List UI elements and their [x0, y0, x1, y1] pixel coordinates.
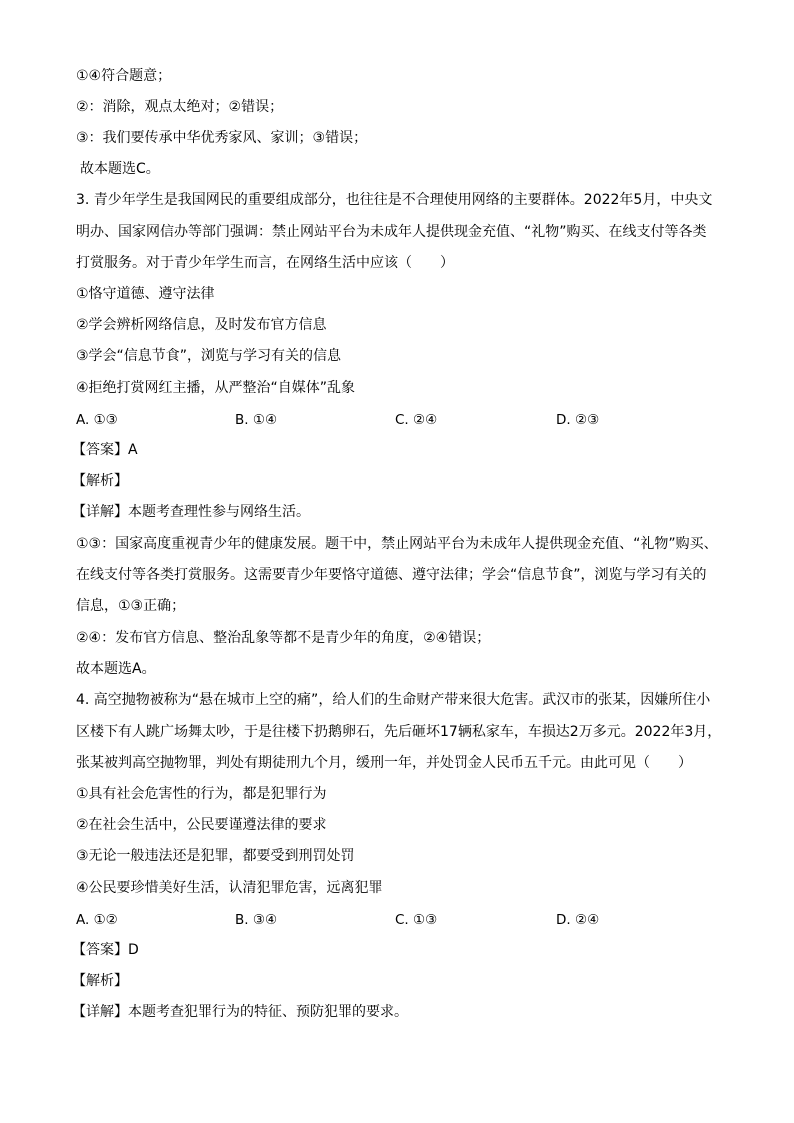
q4-statement-2: ②在社会生活中，公民要谨遵法律的要求	[76, 817, 327, 833]
q3-stem-line-1: 3. 青少年学生是我国网民的重要组成部分，也往往是不合理使用网络的主要群体。2022年5月，中央文	[76, 192, 713, 208]
q4-option-d: D. ②④	[556, 912, 600, 928]
prev-explanation-line-2: ②：消除，观点太绝对；②错误；	[76, 99, 284, 115]
q3-stem-line-3: 打赏服务。对于青少年学生而言，在网络生活中应该（ ）	[76, 255, 454, 271]
q3-statement-2: ②学会辨析网络信息，及时发布官方信息	[76, 317, 327, 333]
q3-explanation-line-2: 在线支付等各类打赏服务。这需要青少年要恪守道德、遵守法律；学会“信息节食”，浏览与学习有关的	[76, 567, 707, 583]
q4-stem-line-3: 张某被判高空抛物罪，判处有期徒刑九个月，缓刑一年，并处罚金人民币五千元。由此可见（ ）	[76, 755, 692, 771]
q3-analysis-heading: 【解析】	[72, 473, 128, 489]
q4-option-a: A. ①②	[76, 912, 118, 928]
q4-answer: 【答案】D	[72, 942, 139, 958]
q3-statement-4: ④拒绝打赏网红主播，从严整治“自媒体”乱象	[76, 380, 356, 396]
q3-option-a: A. ①③	[76, 412, 118, 428]
q4-detail: 【详解】本题考查犯罪行为的特征、预防犯罪的要求。	[72, 1004, 408, 1020]
q3-option-d: D. ②③	[556, 412, 600, 428]
prev-explanation-line-1: ①④符合题意；	[76, 68, 172, 84]
q3-explanation-line-3: 信息，①③正确；	[76, 598, 186, 614]
q3-statement-1: ①恪守道德、遵守法律	[76, 286, 215, 302]
q3-conclusion: 故本题选A。	[76, 661, 156, 677]
q4-analysis-heading: 【解析】	[72, 973, 128, 989]
prev-explanation-line-3: ③：我们要传承中华优秀家风、家训；③错误；	[76, 130, 368, 146]
q4-statement-3: ③无论一般违法还是犯罪，都要受到刑罚处罚	[76, 848, 355, 864]
q3-explanation-line-1: ①③：国家高度重视青少年的健康发展。题干中，禁止网站平台为未成年人提供现金充值、“礼物”购买、	[76, 536, 718, 552]
q3-option-b: B. ①④	[235, 412, 278, 428]
q4-stem-line-2: 区楼下有人跳广场舞太吵，于是往楼下扔鹅卵石，先后砸坏17辆私家车，车损达2万多元。2022年3月，	[76, 724, 722, 740]
q3-stem-line-2: 明办、国家网信办等部门强调：禁止网站平台为未成年人提供现金充值、“礼物”购买、在线支付等各类	[76, 224, 707, 240]
q3-detail: 【详解】本题考查理性参与网络生活。	[72, 504, 310, 520]
q4-statement-4: ④公民要珍惜美好生活，认清犯罪危害，远离犯罪	[76, 880, 383, 896]
q3-answer: 【答案】A	[72, 442, 138, 458]
q4-option-c: C. ①③	[395, 912, 438, 928]
q3-option-c: C. ②④	[395, 412, 438, 428]
q4-option-b: B. ③④	[235, 912, 278, 928]
prev-conclusion: 故本题选C。	[80, 161, 160, 177]
q4-stem-line-1: 4. 高空抛物被称为“悬在城市上空的痛”，给人们的生命财产带来很大危害。武汉市的张某，因嫌所住小	[76, 692, 711, 708]
q3-explanation-line-4: ②④：发布官方信息、整治乱象等都不是青少年的角度，②④错误；	[76, 630, 491, 646]
q4-statement-1: ①具有社会危害性的行为，都是犯罪行为	[76, 786, 327, 802]
q3-statement-3: ③学会“信息节食”，浏览与学习有关的信息	[76, 348, 342, 364]
